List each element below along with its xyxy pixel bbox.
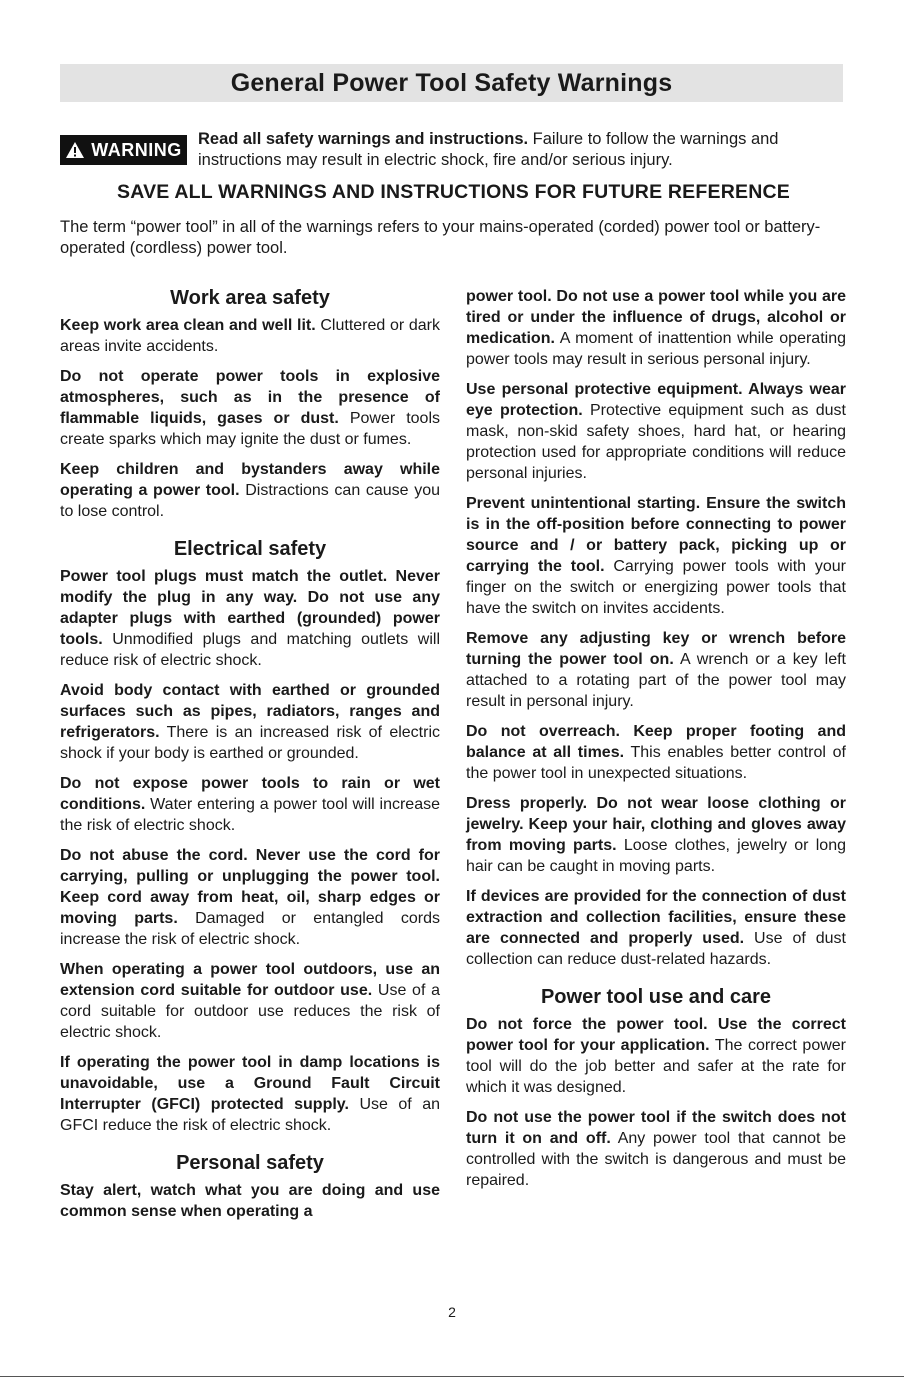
safety-item <box>466 886 846 970</box>
safety-item <box>466 721 846 784</box>
safety-item-lead: Do not abuse the cord. Never use the cord for carrying, pulling or unplugging the power tool. Keep cord away from heat, oil, sharp edges or moving parts. <box>60 847 440 927</box>
safety-item <box>60 366 440 450</box>
save-all-notice: SAVE ALL WARNINGS AND INSTRUCTIONS FOR FUTURE REFERENCE <box>117 181 790 203</box>
safety-item-lead: Do not operate power tools in explosive atmospheres, such as in the presence of flammable liquids, gases or dust. <box>60 368 440 427</box>
safety-item-text: Use of an GFCI reduce the risk of electric shock. <box>60 1096 440 1134</box>
safety-item-text: Distractions can cause you to lose control. <box>60 482 440 520</box>
safety-item-lead: Keep children and bystanders away while operating a power tool. <box>60 461 440 499</box>
safety-item-lead: Keep work area clean and well lit. <box>60 317 316 334</box>
safety-item-text: Carrying power tools with your finger on the switch or energizing power tools that have the switch on invites accidents. <box>466 558 847 617</box>
safety-item-lead: power tool. Do not use a power tool while you are tired or under the influence of drugs, alcohol or medication. <box>466 288 846 347</box>
left-column <box>60 286 440 1231</box>
safety-item-lead: Do not use the power tool if the switch does not turn it on and off. <box>466 1109 846 1147</box>
safety-item-text: Use of a cord suitable for outdoor use reduces the risk of electric shock. <box>60 982 441 1041</box>
safety-item <box>60 845 440 950</box>
safety-item <box>466 628 846 712</box>
safety-item-text: Damaged or entangled cords increase the risk of electric shock. <box>60 910 440 948</box>
safety-item <box>60 566 440 671</box>
safety-item-text: Water entering a power tool will increase the risk of electric shock. <box>60 796 440 834</box>
safety-item-lead: If operating the power tool in damp locations is unavoidable, use a Ground Fault Circuit Interrupter (GFCI) protected supply. <box>60 1054 440 1113</box>
title-bar <box>60 64 843 102</box>
safety-item <box>466 1014 846 1098</box>
warning-text <box>198 129 847 171</box>
safety-item-continued <box>466 286 846 370</box>
safety-item-lead: Do not force the power tool. Use the correct power tool for your application. <box>466 1016 846 1054</box>
safety-item <box>60 459 440 522</box>
safety-item-lead: Do not overreach. Keep proper footing and balance at all times. <box>466 723 846 761</box>
safety-item-text: Unmodified plugs and matching outlets will reduce risk of electric shock. <box>60 631 440 669</box>
safety-item-text: Any power tool that cannot be controlled with the switch is dangerous and must be repaired. <box>466 1130 846 1189</box>
section-heading-work-area: Work area safety <box>170 287 330 309</box>
safety-item <box>466 493 846 619</box>
section-heading-personal: Personal safety <box>176 1152 324 1174</box>
warning-badge <box>60 135 187 165</box>
safety-item-text: This enables better control of the power tool in unexpected situations. <box>466 744 846 782</box>
safety-item-lead: Avoid body contact with earthed or grounded surfaces such as pipes, radiators, ranges and refrigerators. <box>60 682 440 741</box>
safety-item-text: Power tools create sparks which may ignite the dust or fumes. <box>60 410 440 448</box>
safety-item-lead: When operating a power tool outdoors, use an extension cord suitable for outdoor use. <box>60 961 440 999</box>
warning-row <box>60 128 847 172</box>
safety-item <box>60 773 440 836</box>
page-title: General Power Tool Safety Warnings <box>230 68 673 97</box>
bottom-rule <box>0 1376 904 1377</box>
safety-item-text: Use of dust collection can reduce dust-related hazards. <box>466 930 847 968</box>
safety-item <box>466 1107 846 1191</box>
safety-item-text: A wrench or a key left attached to a rotating part of the power tool may result in personal injury. <box>466 651 846 710</box>
safety-item-text: A moment of inattention while operating power tools may result in serious personal injury. <box>466 330 846 368</box>
safety-item <box>60 1180 440 1222</box>
warning-lead: Read all safety warnings and instructions. <box>198 130 529 148</box>
intro-paragraph: The term “power tool” in all of the warnings refers to your mains-operated (corded) power tool or battery-operated (cordless) power tool. <box>60 218 821 257</box>
safety-item-lead: Remove any adjusting key or wrench before turning the power tool on. <box>466 630 846 668</box>
safety-item <box>60 959 440 1043</box>
safety-item-lead: Dress properly. Do not wear loose clothing or jewelry. Keep your hair, clothing and gloves away from moving parts. <box>466 795 846 854</box>
safety-item-lead: If devices are provided for the connection of dust extraction and collection facilities, ensure these are connected and properly used. <box>466 888 846 947</box>
page-number: 2 <box>448 1304 456 1320</box>
safety-item-lead: Do not expose power tools to rain or wet conditions. <box>60 775 440 813</box>
safety-item <box>466 379 846 484</box>
section-heading-tool-use: Power tool use and care <box>540 986 772 1008</box>
safety-item-lead: Power tool plugs must match the outlet. Never modify the plug in any way. Do not use any adapter plugs with earthed (grounded) power tools. <box>60 568 440 648</box>
safety-item-text: Loose clothes, jewelry or long hair can be caught in moving parts. <box>466 837 847 875</box>
safety-item-text: There is an increased risk of electric shock if your body is earthed or grounded. <box>60 724 440 762</box>
safety-item <box>60 315 440 357</box>
right-column <box>466 286 846 1200</box>
warning-triangle-icon <box>65 141 85 159</box>
safety-item-text: The correct power tool will do the job better and safer at the rate for which it was designed. <box>466 1037 847 1096</box>
safety-item <box>466 793 846 877</box>
safety-item-text: Protective equipment such as dust mask, non-skid safety shoes, hard hat, or hearing protection used for appropriate conditions will reduce personal injuries. <box>466 402 846 482</box>
safety-item-text: Cluttered or dark areas invite accidents. <box>60 317 441 355</box>
safety-item-lead: Use personal protective equipment. Always wear eye protection. <box>466 381 846 419</box>
warning-badge-label: WARNING <box>91 139 182 160</box>
safety-item <box>60 680 440 764</box>
safety-item-lead: Stay alert, watch what you are doing and use common sense when operating a <box>60 1182 440 1220</box>
section-heading-electrical: Electrical safety <box>173 538 327 560</box>
safety-item-lead: Prevent unintentional starting. Ensure the switch is in the off-position before connecting to power source and / or battery pack, picking up or carrying the tool. <box>466 495 846 575</box>
warning-body: Failure to follow the warnings and instructions may result in electric shock, fire and/or serious injury. <box>198 130 779 169</box>
safety-item <box>60 1052 440 1136</box>
